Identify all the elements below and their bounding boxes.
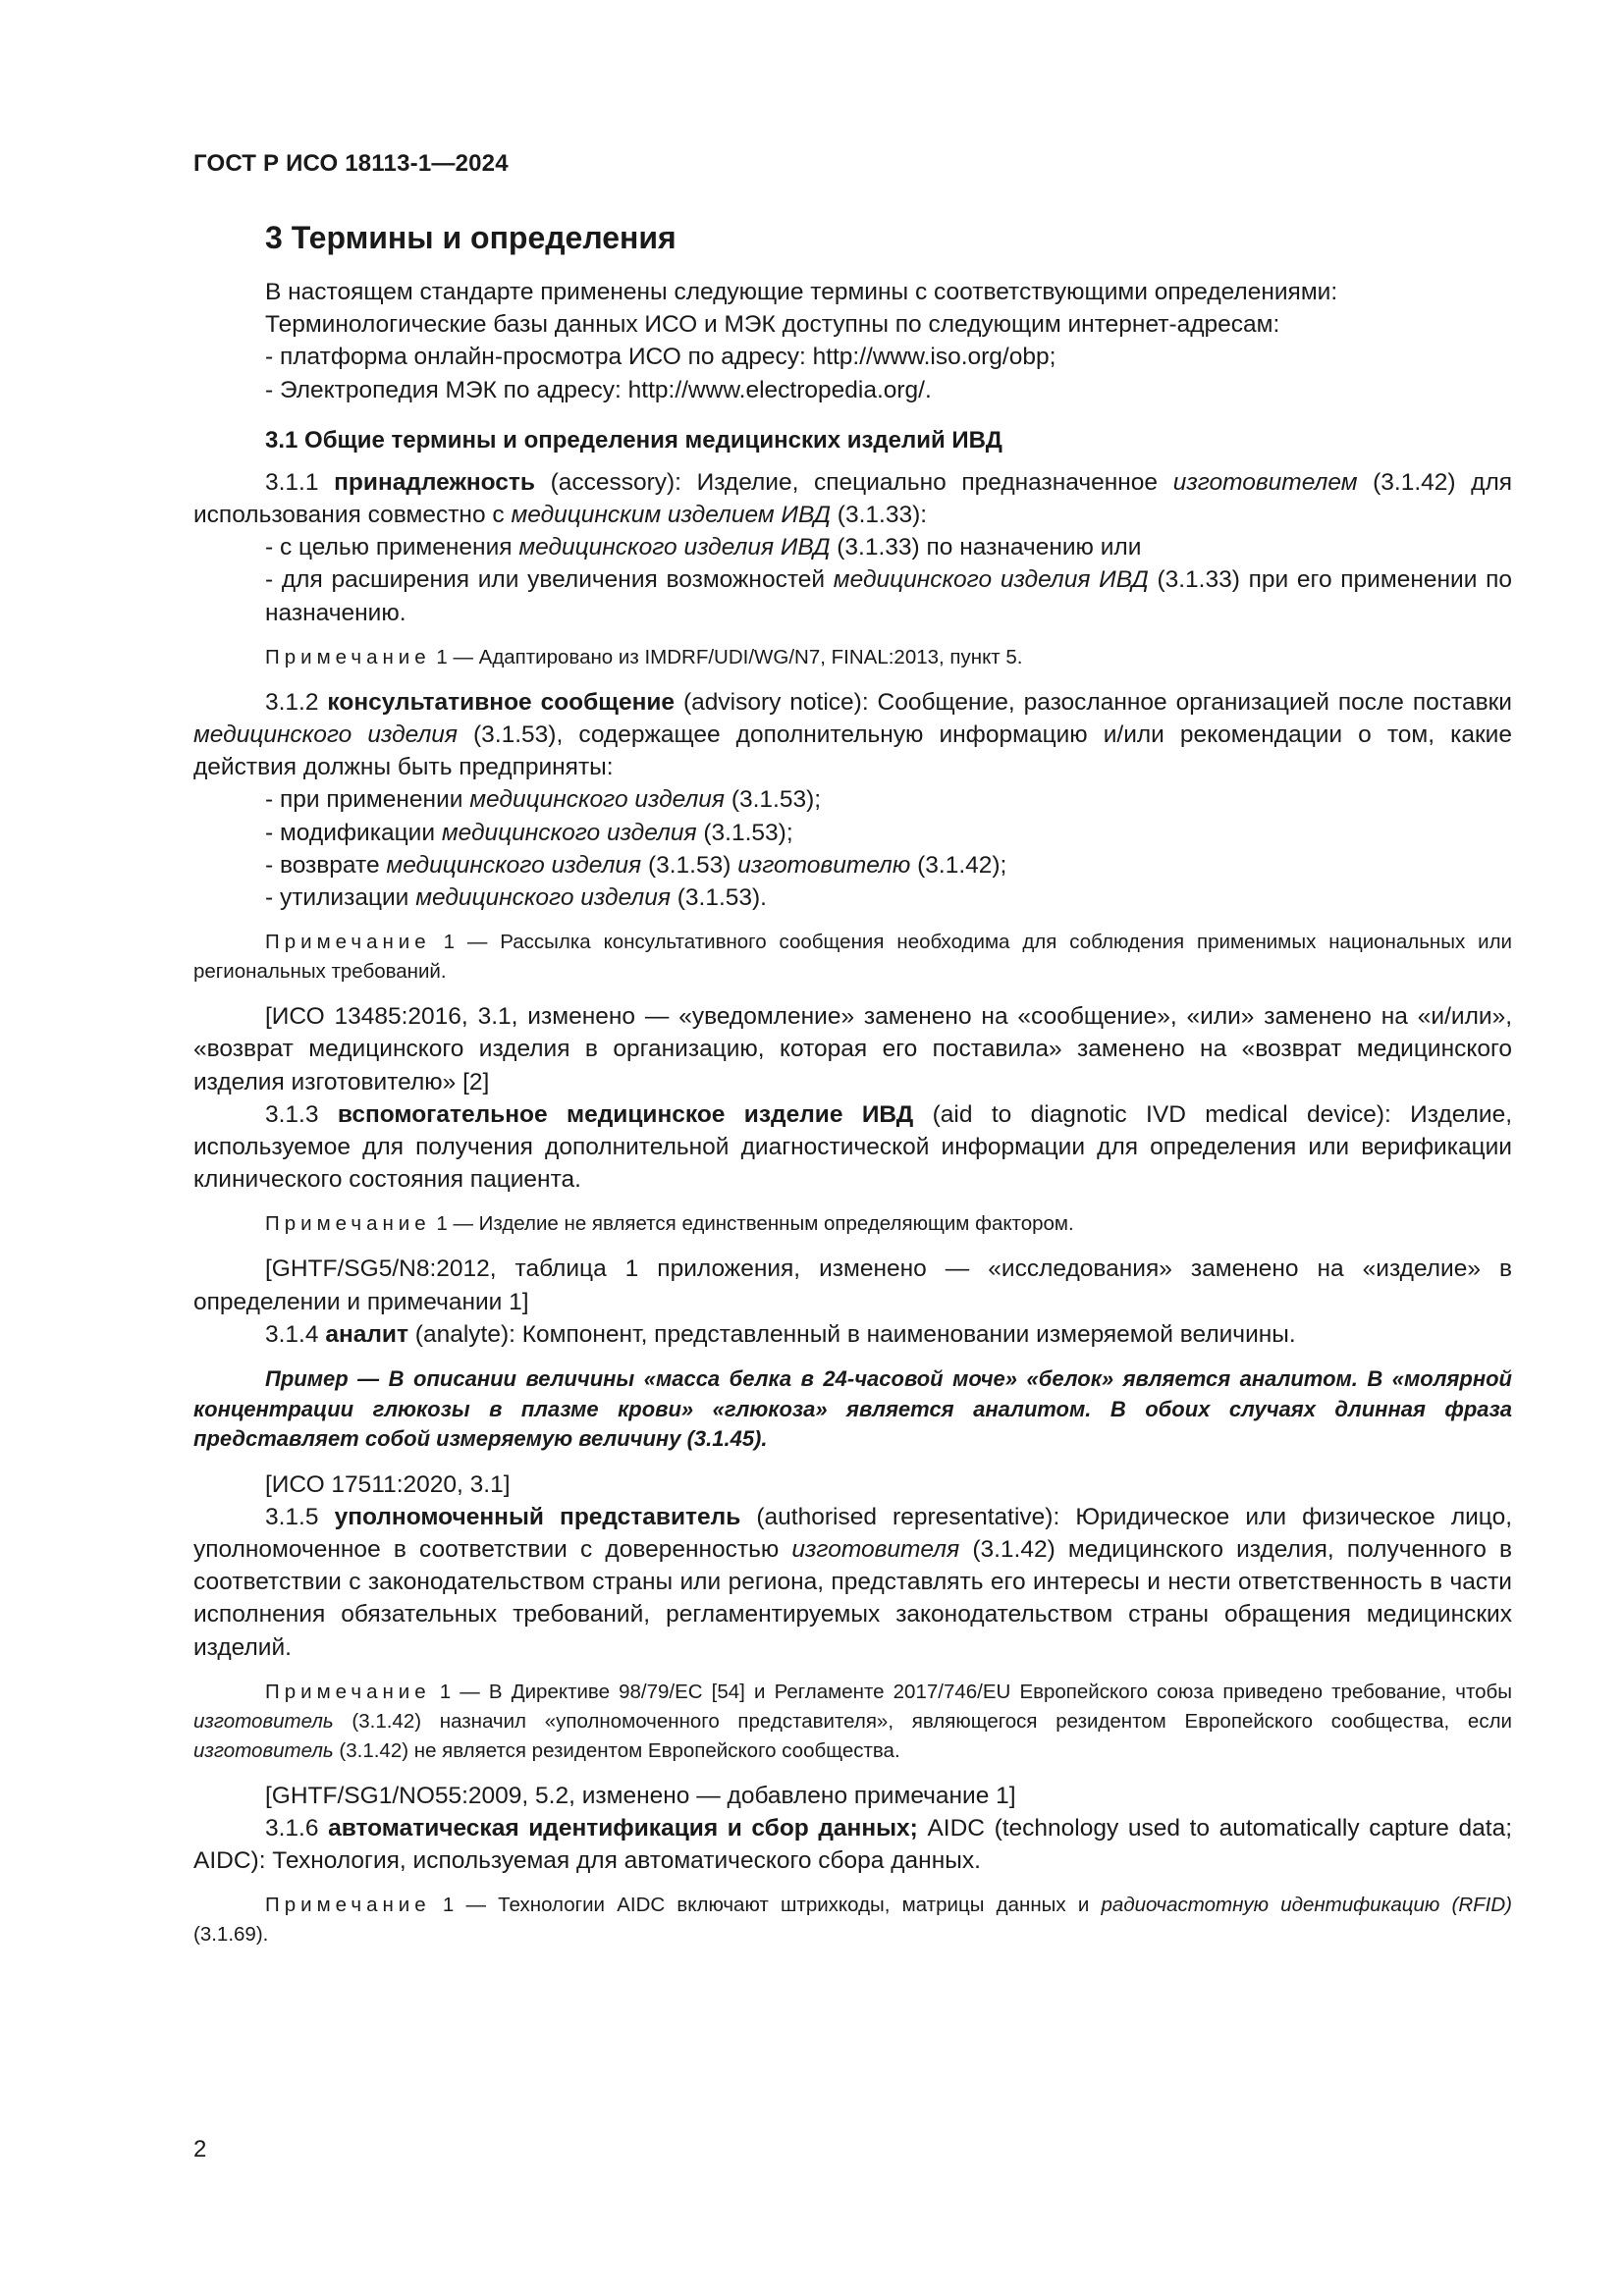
term-name: автоматическая идентификация и сбор данных;	[328, 1815, 918, 1842]
term-ref: изготовителю	[737, 851, 911, 879]
term-number: 3.1.3	[265, 1100, 319, 1128]
term-ref: медицинского изделия	[386, 851, 642, 879]
source-reference: [ИСО 17511:2020, 3.1]	[265, 1470, 511, 1498]
note-text: (3.1.42) назначил «уполномоченного представителя», являющегося резидентом Европейского сообщества, если	[333, 1709, 1512, 1733]
term-text: (advisory notice): Сообщение, разосланное организацией после поставки	[675, 688, 1512, 716]
term-text: (accessory): Изделие, специально предназначенное	[534, 468, 1173, 496]
note-text: 1 — Адаптировано из IMDRF/UDI/WG/N7, FINAL:2013, пункт 5.	[430, 645, 1023, 668]
note-label: Примечание	[265, 1680, 431, 1703]
list-text: (3.1.53);	[696, 819, 793, 846]
intro-list-item: - Электропедия МЭК по адресу: http://www.electropedia.org/.	[265, 376, 932, 403]
term-name: принадлежность	[334, 468, 535, 496]
page-number: 2	[193, 2136, 207, 2163]
term-text: (3.1.53), содержащее дополнительную информацию и/или рекомендации о том, какие действия должны быть предприняты:	[193, 721, 1512, 781]
intro-list-item: - платформа онлайн-просмотра ИСО по адресу: http://www.iso.org/obp;	[265, 344, 1056, 371]
list-text: - с целью применения	[265, 534, 519, 561]
note-text: 1 — Изделие не является единственным определяющим фактором.	[430, 1212, 1074, 1236]
note-text: (3.1.69).	[193, 1923, 269, 1947]
note-label: Примечание	[265, 645, 431, 668]
note	[193, 1209, 1512, 1239]
term-text: (analyte): Компонент, представленный в наименовании измеряемой величины.	[408, 1320, 1296, 1348]
list-text: - при применении	[265, 786, 470, 814]
term-number: 3.1.6	[265, 1815, 319, 1842]
term-text: (3.1.42) для использования совместно с	[193, 468, 1513, 529]
term-ref: медицинского изделия ИВД	[833, 566, 1149, 594]
list-item	[265, 563, 1512, 628]
term-definition	[193, 466, 1512, 531]
list-item	[265, 783, 1512, 816]
source-reference: [GHTF/SG5/N8:2012, таблица 1 приложения, изменено — «исследования» заменено на «изделие» в определении и примечании 1]	[193, 1255, 1512, 1315]
term-ref: медицинского изделия	[441, 819, 697, 846]
term-ref: изготовитель	[193, 1738, 334, 1762]
term-ref: медицинского изделия	[193, 721, 458, 749]
list-text: - для расширения или увеличения возможностей	[265, 566, 834, 594]
term-ref: медицинского изделия	[469, 786, 726, 814]
term-text: (3.1.33):	[831, 502, 928, 529]
list-text: (3.1.33) при его применении по назначению.	[265, 566, 1512, 626]
intro-line: В настоящем стандарте применены следующие термины с соответствующими определениями:	[265, 279, 1338, 305]
note-text: 1 — В Директиве 98/79/EC [54] и Регламенте 2017/746/EU Европейского союза приведено требование, чтобы	[430, 1680, 1512, 1703]
section-title: 3 Термины и определения	[265, 220, 677, 255]
term-ref: изготовителя	[791, 1535, 960, 1563]
term-definition	[193, 1318, 1512, 1351]
term-definition	[193, 1812, 1512, 1877]
term-ref: медицинского изделия	[415, 884, 671, 912]
list-text: (3.1.53)	[641, 851, 738, 879]
list-text: (3.1.53);	[725, 786, 822, 814]
term-name: консультативное сообщение	[327, 688, 676, 716]
list-text: - возврате	[265, 851, 387, 879]
source-reference: [GHTF/SG1/NO55:2009, 5.2, изменено — добавлено примечание 1]	[265, 1782, 1016, 1809]
list-text: (3.1.42);	[910, 851, 1007, 879]
note-text: 1 — Технологии AIDC включают штрихкоды, матрицы данных и	[430, 1894, 1102, 1917]
list-text: - утилизации	[265, 884, 416, 912]
note	[193, 928, 1512, 987]
note	[193, 1678, 1512, 1766]
note-label: Примечание	[265, 931, 431, 954]
list-text: (3.1.53).	[670, 884, 767, 912]
note-label: Примечание	[265, 1212, 431, 1236]
list-text: (3.1.33) по назначению или	[830, 534, 1142, 561]
intro-line: Терминологические базы данных ИСО и МЭК доступны по следующим интернет-адресам:	[265, 311, 1280, 339]
term-ref: медицинским изделием ИВД	[511, 502, 831, 529]
note	[193, 643, 1512, 672]
example: Пример — В описании величины «масса белка в 24-часовой моче» «белок» является аналитом. В «молярной концентрации глюкозы в плазме крови» «глюкоза» является аналитом. В обоих случаях длинная фраза представляет собой измеряемую величину (3.1.45).	[193, 1366, 1512, 1452]
term-ref: медицинского изделия ИВД	[518, 534, 831, 561]
subsection-title: 3.1 Общие термины и определения медицинских изделий ИВД	[265, 426, 1002, 454]
term-text: (3.1.42) медицинского изделия, полученного в соответствии с законодательством страны или региона, представлять его интересы и нести ответственность в части исполнения обязательных требований, регламентируемых законодательством страны обращения медицинских изделий.	[193, 1535, 1512, 1661]
term-name: уполномоченный представитель	[334, 1503, 741, 1530]
term-ref: изготовитель	[193, 1709, 334, 1733]
note-label: Примечание	[265, 1894, 431, 1917]
term-number: 3.1.2	[265, 688, 319, 716]
term-number: 3.1.1	[265, 468, 319, 496]
list-item	[265, 849, 1512, 881]
list-item	[265, 881, 1512, 914]
term-definition	[193, 1501, 1512, 1664]
term-name: вспомогательное медицинское изделие ИВД	[337, 1100, 914, 1128]
term-number: 3.1.4	[265, 1320, 319, 1348]
note-text: (3.1.42) не является резидентом Европейского сообщества.	[333, 1738, 900, 1762]
term-text: (aid to diagnotic IVD medical device): Изделие, используемое для получения дополнительной диагностической информации для определения или верификации клинического состояния пациента.	[193, 1100, 1512, 1194]
term-text: AIDC (technology used to automatically capture data; AIDC): Технология, используемая для автоматического сбора данных.	[193, 1815, 1512, 1875]
term-number: 3.1.5	[265, 1503, 319, 1530]
source-reference: [ИСО 13485:2016, 3.1, изменено — «уведомление» заменено на «сообщение», «или» заменено на «и/или», «возврат медицинского изделия в организацию, которая его поставила» заменено на «возврат медицинского изделия изготовителю» [2]	[193, 1003, 1512, 1095]
list-item	[265, 531, 1512, 563]
term-definition	[193, 1098, 1512, 1197]
term-text: (authorised representative): Юридическое или физическое лицо, уполномоченное в соответствии с доверенностью	[193, 1503, 1512, 1563]
term-ref: изготовителем	[1172, 468, 1358, 496]
term-definition	[193, 686, 1512, 784]
document-header: ГОСТ Р ИСО 18113-1—2024	[193, 150, 509, 177]
list-item	[265, 817, 1512, 849]
document-body	[193, 218, 1512, 1963]
note	[193, 1891, 1512, 1949]
term-name: аналит	[325, 1320, 408, 1348]
term-ref: радиочастотную идентификацию (RFID)	[1101, 1894, 1512, 1917]
note-text: 1 — Рассылка консультативного сообщения необходима для соблюдения применимых национальных или региональных требований.	[193, 931, 1512, 984]
list-text: - модификации	[265, 819, 442, 846]
